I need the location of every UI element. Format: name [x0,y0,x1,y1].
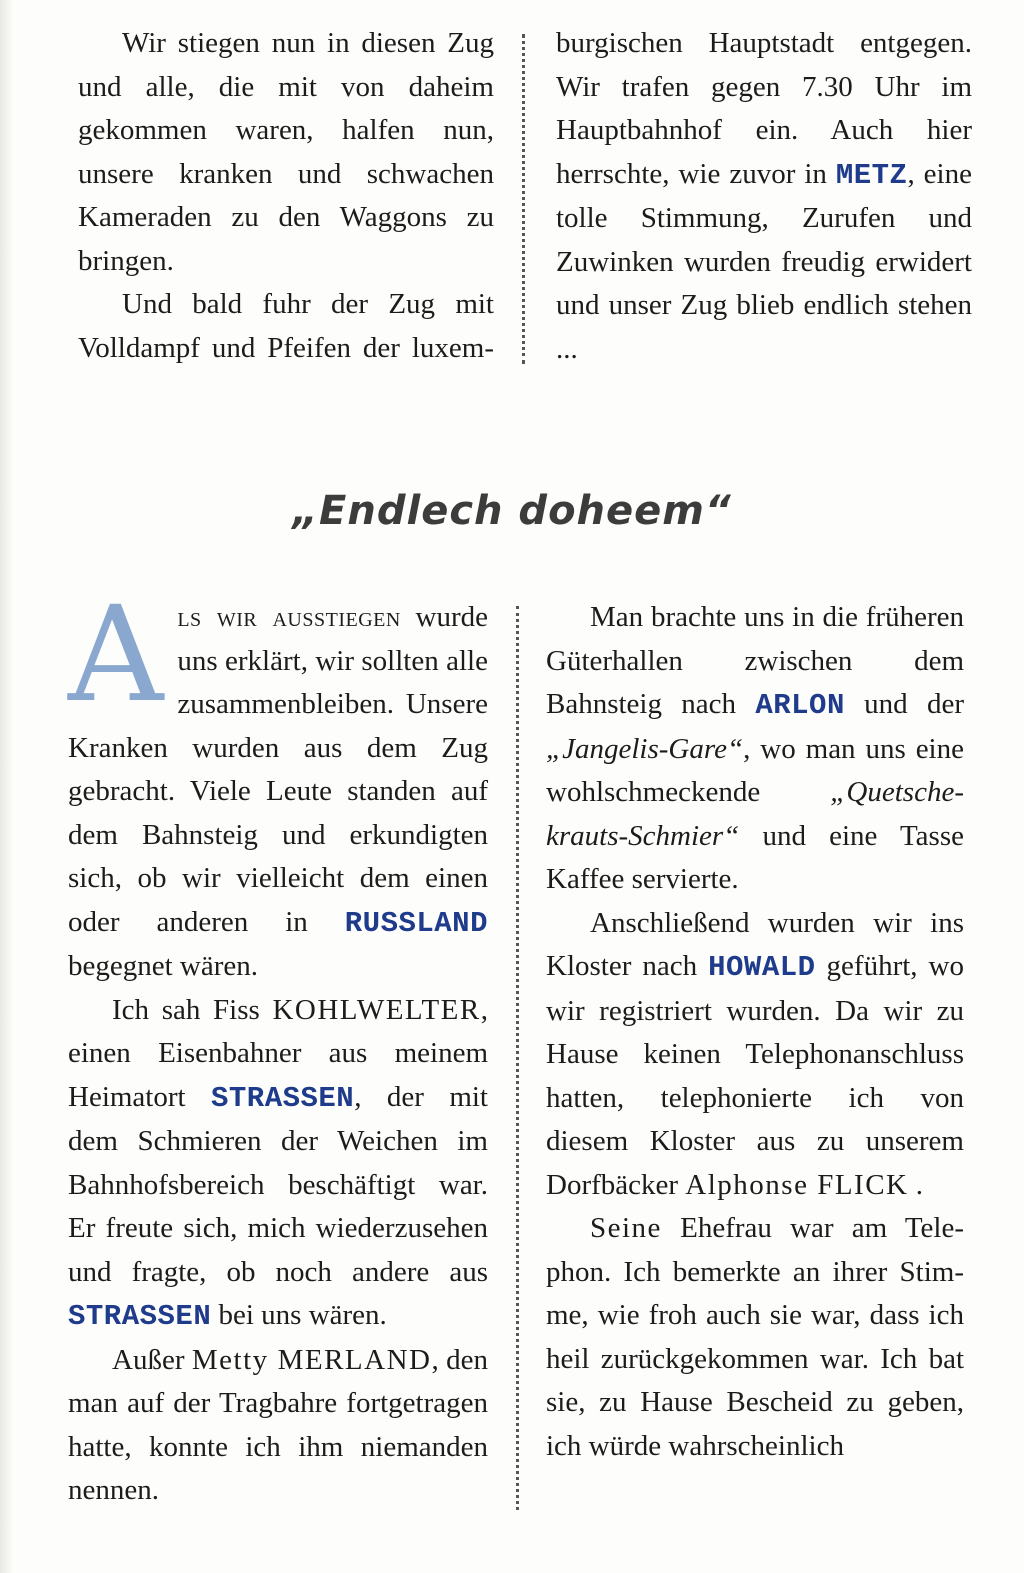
bottom-right-paragraph-3: Seine Ehefrau war am Telephon. Ich bemerkte an ihrer Stimme, wie froh auch sie war, dass ich heil zurückgekommen war. Ich bat sie, zu Hause Bescheid zu geben, ich würde wahrscheinlich [546,1212,964,1462]
place-howald: HOWALD [708,951,816,984]
bottom-left-column [68,578,488,1513]
page-edge-shadow [0,0,14,1573]
term-jangelis-gare: „Jangelis-Gare“ [546,732,744,765]
place-strassen-1: STRASSEN [210,1081,355,1115]
section-heading: „Endlech doheem“ [292,488,732,534]
top-left-column [78,22,494,370]
place-russland: RUSSLAND [344,906,488,940]
bottom-left-paragraph-3: Außer Metty MERLAND, den man auf der Tragbahre fortgetragen hatte, konnte ich ihm niemanden nennen. [68,1343,488,1506]
top-column-divider [522,34,525,364]
top-left-paragraph-2: Und bald fuhr der Zug mit Volldampf und Pfeifen der luxem- [78,288,494,364]
drop-cap: A [68,578,164,732]
bottom-left-paragraph-2: Ich sah Fiss KOHLWELTER, einen Eisenbahner aus meinem Heimatort STRASSEN, der mit dem Schmieren der Weichen im Bahnhofsbereich beschäftigt war. Er freute sich, mich wiederzusehen und fragte, ob noch andere aus STRASSEN bei uns wären. [68,993,488,1333]
top-left-paragraph-1: Wir stiegen nun in diesen Zug und alle, die mit von daheim gekommen waren, halfen nun, unsere kranken und schwachen Kameraden zu den Waggons zu bringen. [78,27,494,277]
bottom-right-column [546,596,964,1468]
bottom-column-divider [516,606,519,1510]
place-arlon: ARLON [755,689,845,722]
bottom-left-paragraph-1: Als wir ausstiegen wurde uns erklärt, wir sollten alle zusammenbleiben. Unsere Kranken wurden aus dem Zug gebracht. Viele Leute standen auf dem Bahnsteig und erkundigten sich, ob wir vielleicht dem einen oder anderen in RUSSLAND begegnet wären. [68,578,488,982]
top-right-paragraph-1: burgischen Hauptstadt entgegen. Wir trafen gegen 7.30 Uhr im Hauptbahnhof ein. Auch hier herrschte, wie zuvor in METZ, eine tolle Stimmung, Zurufen und Zuwinken wurden freudig erwidert und unser Zug blieb endlich stehen ... [556,27,972,365]
bottom-right-paragraph-2: Anschließend wurden wir ins Kloster nach HOWALD geführt, wo wir registriert wurden. Da wir zu Hause keinen Telephonanschluss hatten, telephonierte ich von diesem Kloster aus zu unserem Dorfbäcker Alphonse FLICK . [546,906,964,1201]
bottom-right-paragraph-1: Man brachte uns in die früheren Güterhallen zwischen dem Bahnsteig nach ARLON und der „Jangelis-Gare“, wo man uns eine wohlschmeckende „Quetschekrauts-Schmier“ und eine Tasse Kaffee servierte. [546,601,964,895]
top-right-column [556,22,972,371]
term-quetschekrauts-schmier: „Quetschekrauts-Schmier“ [546,776,964,852]
person-merland: Metty MERLAND [191,1343,432,1376]
person-kohlwelter: KOHLWELTER [272,993,481,1026]
place-metz: METZ [835,158,908,192]
person-flick: Alphonse FLICK [685,1168,909,1201]
place-strassen-2: STRASSEN [68,1300,212,1333]
